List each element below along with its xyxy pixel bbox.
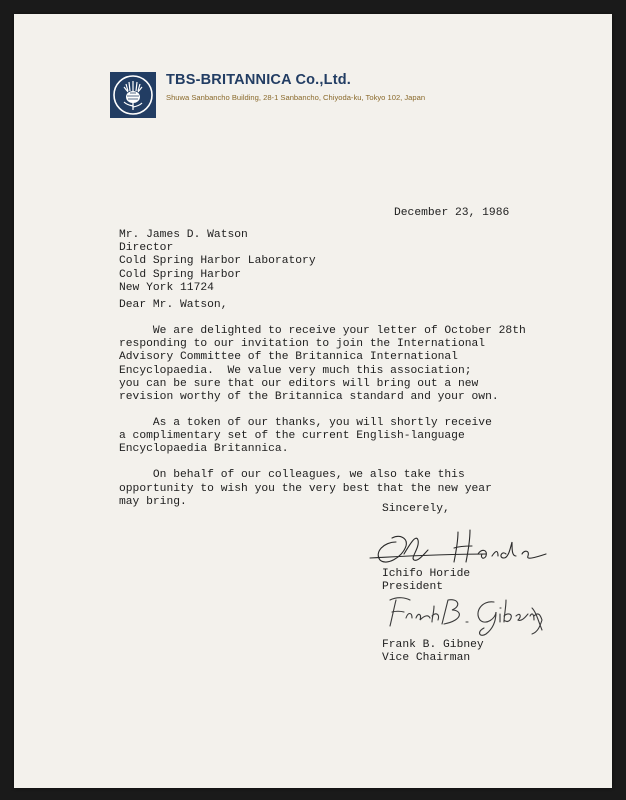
body-line: may bring. bbox=[119, 495, 187, 508]
body-line: opportunity to wish you the very best that the new year bbox=[119, 482, 492, 495]
recipient-line: Cold Spring Harbor Laboratory bbox=[119, 255, 316, 268]
body-line: Encyclopaedia. We value very much this association; bbox=[119, 364, 472, 377]
recipient-line: Cold Spring Harbor bbox=[119, 268, 242, 281]
letter-body bbox=[119, 325, 599, 522]
body-line: revision worthy of the Britannica standard and your own. bbox=[119, 391, 499, 404]
signer-name: Frank B. Gibney bbox=[382, 639, 484, 651]
paragraph bbox=[119, 417, 599, 457]
signature-vice-chairman bbox=[382, 586, 552, 638]
body-line: responding to our invitation to join the International bbox=[119, 338, 486, 351]
paragraph bbox=[119, 325, 599, 404]
closing: Sincerely, bbox=[382, 503, 450, 515]
signer-vice-chairman bbox=[382, 639, 484, 665]
company-name: TBS-BRITANNICA Co.,Ltd. bbox=[166, 72, 352, 88]
thistle-icon bbox=[110, 72, 156, 118]
recipient-line: Director bbox=[119, 242, 174, 255]
body-line: Encyclopaedia Britannica. bbox=[119, 443, 289, 456]
recipient-address bbox=[119, 229, 316, 295]
body-line: you can be sure that our editors will bring out a new bbox=[119, 377, 479, 390]
signer-title: President bbox=[382, 581, 444, 594]
signer-name: Ichifo Horide bbox=[382, 568, 471, 580]
signature-president bbox=[366, 514, 556, 574]
recipient-line: Mr. James D. Watson bbox=[119, 229, 248, 241]
letter-date: December 23, 1986 bbox=[394, 207, 510, 219]
body-line: As a token of our thanks, you will shortly receive bbox=[119, 417, 492, 430]
body-line: On behalf of our colleagues, we also take this bbox=[119, 469, 465, 482]
salutation: Dear Mr. Watson, bbox=[119, 299, 228, 311]
paragraph bbox=[119, 469, 599, 509]
letter-page bbox=[14, 14, 612, 788]
body-line: We are delighted to receive your letter of October 28th bbox=[119, 325, 526, 337]
company-address: Shuwa Sanbancho Building, 28-1 Sanbancho, Chiyoda-ku, Tokyo 102, Japan bbox=[166, 93, 426, 102]
recipient-line: New York 11724 bbox=[119, 281, 214, 294]
body-line: a complimentary set of the current English-language bbox=[119, 430, 465, 443]
signer-title: Vice Chairman bbox=[382, 652, 471, 665]
body-line: Advisory Committee of the Britannica International bbox=[119, 351, 458, 364]
